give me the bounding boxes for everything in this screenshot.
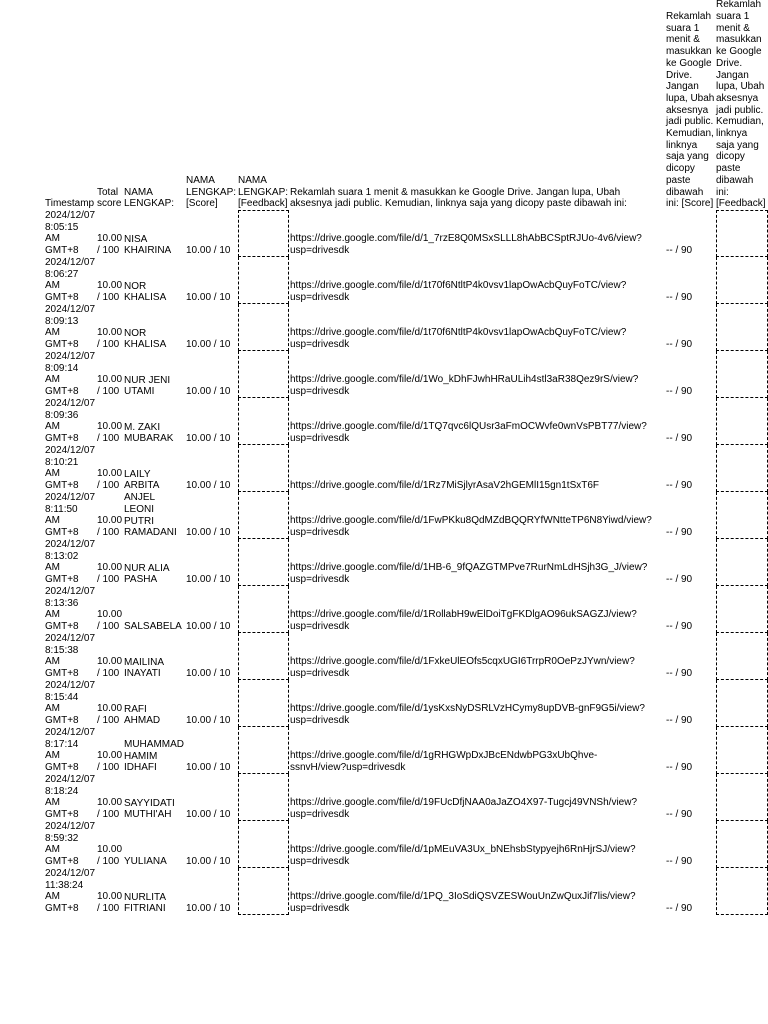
rekam-score-cell: -- / 90 <box>666 856 693 868</box>
rekam-score-cell: -- / 90 <box>666 386 693 398</box>
table-row <box>0 492 768 539</box>
name-score-cell: 10.00 / 10 <box>186 668 231 680</box>
rekam-score-cell: -- / 90 <box>666 292 693 304</box>
timestamp-cell: 2024/12/07 8:17:14 AM GMT+8 <box>45 727 96 774</box>
name-cell: NISA KHAIRINA <box>124 233 172 257</box>
drive-link-cell: https://drive.google.com/file/d/1HB-6_9fQAZGTMPve7RurNmLdHSjh3G_J/view? usp=drivesdk <box>290 562 648 586</box>
name-feedback-cell[interactable] <box>238 257 289 304</box>
rekam-feedback-cell[interactable] <box>716 633 768 680</box>
total-score-cell: 10.00 / 100 <box>97 421 123 445</box>
rekam-score-cell: -- / 90 <box>666 809 693 821</box>
name-score-cell: 10.00 / 10 <box>186 480 231 492</box>
table-row <box>0 398 768 445</box>
total-score-cell: 10.00 / 100 <box>97 327 123 351</box>
total-score-cell: 10.00 / 100 <box>97 844 123 868</box>
name-cell: NURLITA FITRIANI <box>124 891 167 915</box>
drive-link-cell: https://drive.google.com/file/d/1gRHGWpDxJBcENdwbPG3xUbQhve- ssnvH/view?usp=drivesdk <box>290 750 598 774</box>
name-score-cell: 10.00 / 10 <box>186 762 231 774</box>
rekam-feedback-cell[interactable] <box>716 257 768 304</box>
rekam-feedback-cell[interactable] <box>716 727 768 774</box>
name-feedback-cell[interactable] <box>238 727 289 774</box>
name-score-cell: 10.00 / 10 <box>186 527 231 539</box>
name-feedback-cell[interactable] <box>238 304 289 351</box>
drive-link-cell: https://drive.google.com/file/d/1_7rzE8Q0MSxSLLL8hAbBCSptRJUo-4v6/view? usp=drivesdk <box>290 233 642 257</box>
drive-link-cell: https://drive.google.com/file/d/1RollabH9wElDoiTgFKDlgAO96ukSAGZJ/view? usp=drivesdk <box>290 609 637 633</box>
name-feedback-cell[interactable] <box>238 210 289 257</box>
timestamp-cell: 2024/12/07 8:09:36 AM GMT+8 <box>45 398 96 445</box>
total-score-cell: 10.00 / 100 <box>97 609 123 633</box>
table-row <box>0 304 768 351</box>
table-row <box>0 727 768 774</box>
drive-link-cell: https://drive.google.com/file/d/1FxkeUlEOfs5cqxUGI6TrrpR0OePzJYwn/view? usp=drivesdk <box>290 656 635 680</box>
drive-link-cell: https://drive.google.com/file/d/1FwPKku8QdMZdBQQRYfWNtteTP6N8Yiwd/view? usp=drivesdk <box>290 515 652 539</box>
table-row <box>0 445 768 492</box>
name-score-cell: 10.00 / 10 <box>186 856 231 868</box>
header-total-score: Total score <box>97 186 122 210</box>
total-score-cell: 10.00 / 100 <box>97 562 123 586</box>
name-feedback-cell[interactable] <box>238 680 289 727</box>
name-score-cell: 10.00 / 10 <box>186 574 231 586</box>
rekam-feedback-cell[interactable] <box>716 680 768 727</box>
table-row <box>0 586 768 633</box>
timestamp-cell: 2024/12/07 8:09:13 AM GMT+8 <box>45 304 96 351</box>
rekam-score-cell: -- / 90 <box>666 245 693 257</box>
drive-link-cell: https://drive.google.com/file/d/1Rz7MiSjlyrAsaV2hGEMlI15gn1tSxT6F <box>290 480 600 492</box>
timestamp-cell: 2024/12/07 8:59:32 AM GMT+8 <box>45 821 96 868</box>
header-nama-lengkap: NAMA LENGKAP: <box>124 186 175 210</box>
table-row <box>0 680 768 727</box>
rekam-score-cell: -- / 90 <box>666 339 693 351</box>
name-feedback-cell[interactable] <box>238 821 289 868</box>
rekam-score-cell: -- / 90 <box>666 527 693 539</box>
table-row <box>0 257 768 304</box>
timestamp-cell: 2024/12/07 8:06:27 AM GMT+8 <box>45 257 96 304</box>
total-score-cell: 10.00 / 100 <box>97 280 123 304</box>
header-nama-lengkap-score: NAMA LENGKAP: [Score] <box>186 174 237 210</box>
name-score-cell: 10.00 / 10 <box>186 339 231 351</box>
total-score-cell: 10.00 / 100 <box>97 233 123 257</box>
rekam-score-cell: -- / 90 <box>666 433 693 445</box>
drive-link-cell: https://drive.google.com/file/d/1t70f6NtltP4k0vsv1lapOwAcbQuyFoTC/view? usp=drivesdk <box>290 280 627 304</box>
name-cell: ANJEL LEONI PUTRI RAMADANI <box>124 492 177 539</box>
timestamp-cell: 2024/12/07 11:38:24 AM GMT+8 <box>45 868 96 915</box>
total-score-cell: 10.00 / 100 <box>97 374 123 398</box>
rekam-feedback-cell[interactable] <box>716 774 768 821</box>
name-cell: NOR KHALISA <box>124 327 167 351</box>
header-nama-lengkap-feedback: NAMA LENGKAP: [Feedback] <box>238 174 289 210</box>
drive-link-cell: https://drive.google.com/file/d/1TQ7qvc6lQUsr3aFmOCWvfe0wnVsPBT77/view? usp=drivesdk <box>290 421 647 445</box>
drive-link-cell: https://drive.google.com/file/d/1Wo_kDhFJwhHRaULih4stl3aR38Qez9rS/view? usp=drivesdk <box>290 374 639 398</box>
table-row <box>0 774 768 821</box>
total-score-cell: 10.00 / 100 <box>97 891 123 915</box>
rekam-score-cell: -- / 90 <box>666 480 693 492</box>
name-cell: YULIANA <box>124 856 167 868</box>
table-row <box>0 539 768 586</box>
rekam-score-cell: -- / 90 <box>666 574 693 586</box>
rekam-score-cell: -- / 90 <box>666 668 693 680</box>
name-cell: NOR KHALISA <box>124 280 167 304</box>
name-score-cell: 10.00 / 10 <box>186 433 231 445</box>
total-score-cell: 10.00 / 100 <box>97 468 123 492</box>
name-score-cell: 10.00 / 10 <box>186 386 231 398</box>
name-feedback-cell[interactable] <box>238 633 289 680</box>
rekam-feedback-cell[interactable] <box>716 868 768 915</box>
name-cell: NUR ALIA PASHA <box>124 562 170 586</box>
rekam-feedback-cell[interactable] <box>716 821 768 868</box>
total-score-cell: 10.00 / 100 <box>97 515 123 539</box>
table-row <box>0 868 768 915</box>
name-cell: MAILINA INAYATI <box>124 656 165 680</box>
name-cell: RAFI AHMAD <box>124 703 161 727</box>
header-timestamp: Timestamp <box>45 198 95 210</box>
header-rekam-question: Rekamlah suara 1 menit & masukkan ke Google Drive. Jangan lupa, Ubah aksesnya jadi public. Kemudian, linknya saja yang dicopy paste dibawah ini: <box>290 186 627 210</box>
table-row <box>0 633 768 680</box>
rekam-feedback-cell[interactable] <box>716 351 768 398</box>
rekam-feedback-cell[interactable] <box>716 586 768 633</box>
name-score-cell: 10.00 / 10 <box>186 245 231 257</box>
total-score-cell: 10.00 / 100 <box>97 750 123 774</box>
name-feedback-cell[interactable] <box>238 445 289 492</box>
name-cell: M. ZAKI MUBARAK <box>124 421 174 445</box>
total-score-cell: 10.00 / 100 <box>97 797 123 821</box>
rekam-score-cell: -- / 90 <box>666 621 693 633</box>
name-score-cell: 10.00 / 10 <box>186 715 231 727</box>
name-feedback-cell[interactable] <box>238 774 289 821</box>
drive-link-cell: https://drive.google.com/file/d/1PQ_3IoSdiQSVZESWouUnZwQuxJif7lis/view? usp=drivesdk <box>290 891 636 915</box>
name-feedback-cell[interactable] <box>238 398 289 445</box>
timestamp-cell: 2024/12/07 8:13:36 AM GMT+8 <box>45 586 96 633</box>
name-cell: MUHAMMAD HAMIM IDHAFI <box>124 738 184 774</box>
header-rekam-score: Rekamlah suara 1 menit & masukkan ke Google Drive. Jangan lupa, Ubah aksesnya jadi public. Kemudian, linknya saja yang dicopy paste dibawah ini: [Score] <box>666 11 715 210</box>
timestamp-cell: 2024/12/07 8:18:24 AM GMT+8 <box>45 774 96 821</box>
timestamp-cell: 2024/12/07 8:11:50 AM GMT+8 <box>45 492 96 539</box>
rekam-score-cell: -- / 90 <box>666 715 693 727</box>
rekam-feedback-cell[interactable] <box>716 398 768 445</box>
rekam-feedback-cell[interactable] <box>716 539 768 586</box>
name-score-cell: 10.00 / 10 <box>186 292 231 304</box>
name-feedback-cell[interactable] <box>238 539 289 586</box>
name-score-cell: 10.00 / 10 <box>186 903 231 915</box>
name-feedback-cell[interactable] <box>238 586 289 633</box>
drive-link-cell: https://drive.google.com/file/d/19FUcDfjNAA0aJaZO4X97-Tugcj49VNSh/view? usp=drivesdk <box>290 797 638 821</box>
rekam-feedback-cell[interactable] <box>716 445 768 492</box>
timestamp-cell: 2024/12/07 8:10:21 AM GMT+8 <box>45 445 96 492</box>
rekam-feedback-cell[interactable] <box>716 304 768 351</box>
total-score-cell: 10.00 / 100 <box>97 656 123 680</box>
header-rekam-feedback: Rekamlah suara 1 menit & masukkan ke Google Drive. Jangan lupa, Ubah aksesnya jadi public. Kemudian, linknya saja yang dicopy paste dibawah ini: [Feedback] <box>716 0 766 210</box>
rekam-score-cell: -- / 90 <box>666 903 693 915</box>
name-feedback-cell[interactable] <box>238 492 289 539</box>
table-row <box>0 210 768 257</box>
rekam-score-cell: -- / 90 <box>666 762 693 774</box>
timestamp-cell: 2024/12/07 8:05:15 AM GMT+8 <box>45 210 96 257</box>
name-score-cell: 10.00 / 10 <box>186 621 231 633</box>
timestamp-cell: 2024/12/07 8:15:38 AM GMT+8 <box>45 633 96 680</box>
rekam-feedback-cell[interactable] <box>716 492 768 539</box>
total-score-cell: 10.00 / 100 <box>97 703 123 727</box>
name-feedback-cell[interactable] <box>238 868 289 915</box>
table-row <box>0 821 768 868</box>
name-cell: LAILY ARBITA <box>124 468 160 492</box>
name-feedback-cell[interactable] <box>238 351 289 398</box>
drive-link-cell: https://drive.google.com/file/d/1pMEuVA3Ux_bNEhsbStypyejh6RnHjrSJ/view? usp=drivesdk <box>290 844 636 868</box>
timestamp-cell: 2024/12/07 8:09:14 AM GMT+8 <box>45 351 96 398</box>
drive-link-cell: https://drive.google.com/file/d/1ysKxsNyDSRLVzHCymy8upDVB-gnF9G5i/view? usp=drivesdk <box>290 703 645 727</box>
drive-link-cell: https://drive.google.com/file/d/1t70f6NtltP4k0vsv1lapOwAcbQuyFoTC/view? usp=drivesdk <box>290 327 627 351</box>
name-cell: SALSABELA <box>124 621 182 633</box>
timestamp-cell: 2024/12/07 8:15:44 AM GMT+8 <box>45 680 96 727</box>
name-score-cell: 10.00 / 10 <box>186 809 231 821</box>
name-cell: SAYYIDATI MUTHI'AH <box>124 797 175 821</box>
name-cell: NUR JENI UTAMI <box>124 374 171 398</box>
table-row <box>0 351 768 398</box>
timestamp-cell: 2024/12/07 8:13:02 AM GMT+8 <box>45 539 96 586</box>
rekam-feedback-cell[interactable] <box>716 210 768 257</box>
